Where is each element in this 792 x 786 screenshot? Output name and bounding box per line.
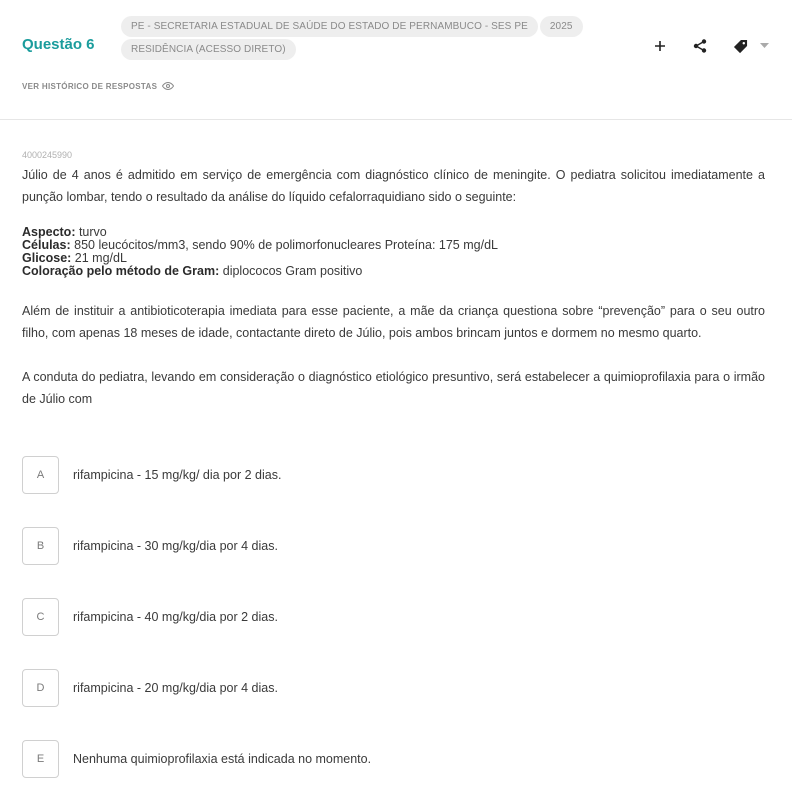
history-label: VER HISTÓRICO DE RESPOSTAS <box>22 81 158 91</box>
celulas-label: Células: <box>22 238 71 252</box>
option-letter[interactable]: E <box>22 740 59 778</box>
option-text[interactable]: Nenhuma quimioprofilaxia está indicada no momento. <box>73 752 372 766</box>
aspecto-label: Aspecto: <box>22 225 76 239</box>
option-letter[interactable]: B <box>22 527 59 565</box>
option-text[interactable]: rifampicina - 30 mg/kg/dia por 4 dias. <box>73 539 278 553</box>
question-header <box>0 0 792 120</box>
tag-year[interactable]: 2025 <box>540 16 583 37</box>
option-e[interactable] <box>22 740 765 778</box>
question-intro: Júlio de 4 anos é admitido em serviço de emergência com diagnóstico clínico de meningite. O pediatra solicitou imediatamente a punção lombar, tendo o resultado da análise do líquido cefalorraquidiano sido o seguinte: <box>22 168 765 204</box>
tag-icon[interactable] <box>730 36 750 56</box>
option-text[interactable]: rifampicina - 40 mg/kg/dia por 2 dias. <box>73 610 278 624</box>
option-d[interactable] <box>22 669 765 707</box>
option-b[interactable] <box>22 527 765 565</box>
gram-value: diplococos Gram positivo <box>219 264 363 278</box>
question-body <box>22 150 765 410</box>
question-title: Questão 6 <box>22 36 95 53</box>
celulas-value: 850 leucócitos/mm3, sendo 90% de polimorfonucleares Proteína: 175 mg/dL <box>70 238 498 252</box>
tag-institution[interactable]: PE - SECRETARIA ESTADUAL DE SAÚDE DO ESTADO DE PERNAMBUCO - SES PE <box>121 16 538 37</box>
option-letter[interactable]: A <box>22 456 59 494</box>
option-letter[interactable]: C <box>22 598 59 636</box>
question-id: 4000245990 <box>22 150 73 160</box>
share-icon[interactable] <box>690 36 710 56</box>
question-toolbar <box>630 36 770 56</box>
option-a[interactable] <box>22 456 765 494</box>
csf-findings <box>22 226 765 278</box>
tag-exam-type[interactable]: RESIDÊNCIA (ACESSO DIRETO) <box>121 39 296 60</box>
question-tags <box>121 16 591 62</box>
aspecto-value: turvo <box>75 225 107 239</box>
question-paragraph-3: A conduta do pediatra, levando em consideração o diagnóstico etiológico presuntivo, será estabelecer a quimioprofilaxia para o irmão de Júlio com <box>22 370 765 406</box>
view-history-link[interactable] <box>22 80 174 92</box>
chevron-down-icon[interactable] <box>758 36 770 56</box>
plus-icon[interactable] <box>650 36 670 56</box>
option-letter[interactable]: D <box>22 669 59 707</box>
gram-label: Coloração pelo método de Gram: <box>22 264 220 278</box>
option-c[interactable] <box>22 598 765 636</box>
question-paragraph-2: Além de instituir a antibioticoterapia imediata para esse paciente, a mãe da criança questiona sobre “prevenção” para o seu outro filho, com apenas 18 meses de idade, contactante direto de Júlio, pois ambos brincam juntos e dormem no mesmo quarto. <box>22 304 765 340</box>
answer-options <box>22 456 765 786</box>
option-text[interactable]: rifampicina - 20 mg/kg/dia por 4 dias. <box>73 681 278 695</box>
glicose-label: Glicose: <box>22 251 72 265</box>
eye-icon <box>162 80 174 92</box>
glicose-value: 21 mg/dL <box>71 251 127 265</box>
option-text[interactable]: rifampicina - 15 mg/kg/ dia por 2 dias. <box>73 468 282 482</box>
